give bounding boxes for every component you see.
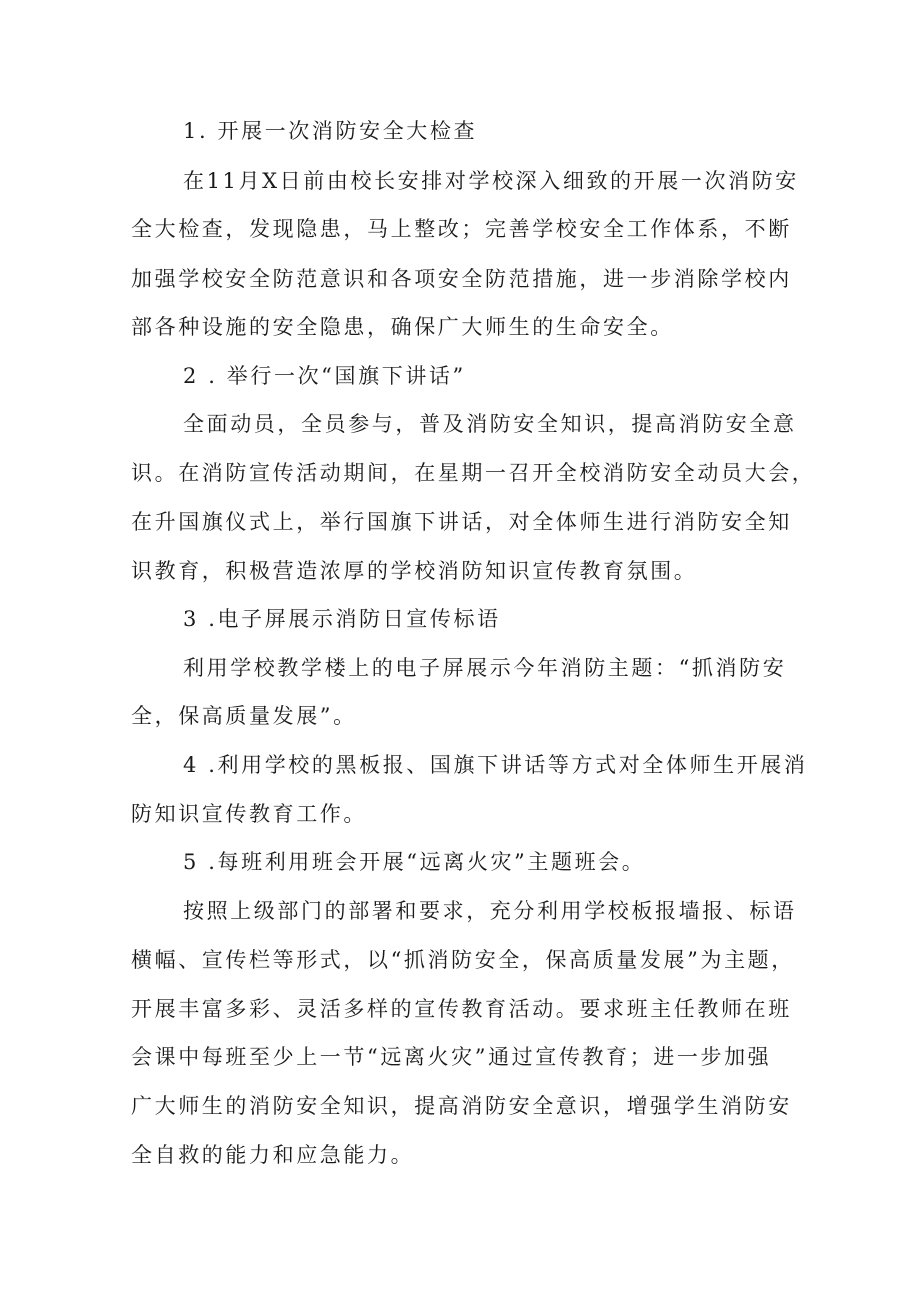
- paragraph-2-line-2: 识。在消防宣传活动期间，在星期一召开全校消防安全动员大会，: [131, 461, 816, 485]
- item-4-line-2: 防知识宣传教育工作。: [131, 802, 367, 826]
- paragraph-5-line-1: 按照上级部门的部署和要求，充分利用学校板报墙报、标语: [183, 899, 797, 923]
- paragraph-1-line-4: 部各种设施的安全隐患，确保广大师生的生命安全。: [131, 315, 674, 339]
- heading-1: 1. 开展一次消防安全大检查: [183, 119, 478, 143]
- paragraph-5-line-6: 全自救的能力和应急能力。: [131, 1143, 415, 1167]
- paragraph-5-line-5: 广大师生的消防安全知识，提高消防安全意识，增强学生消防安: [131, 1094, 792, 1118]
- paragraph-3-line-2: 全，保高质量发展”。: [131, 704, 357, 728]
- item-4-line-1: 4 .利用学校的黑板报、国旗下讲话等方式对全体师生开展消: [183, 753, 808, 777]
- paragraph-1-line-3: 加强学校安全防范意识和各项安全防范措施，进一步消除学校内: [131, 267, 792, 291]
- paragraph-3-line-1: 利用学校教学楼上的电子屏展示今年消防主题：“抓消防安: [183, 656, 787, 680]
- heading-2: 2 . 举行一次“国旗下讲话”: [183, 364, 466, 388]
- paragraph-2-line-3: 在升国旗仪式上，举行国旗下讲话，对全体师生进行消防安全知: [131, 510, 792, 534]
- paragraph-2-line-1: 全面动员，全员参与，普及消防安全知识，提高消防安全意: [183, 412, 797, 436]
- paragraph-1-line-2: 全大检查，发现隐患，马上整改；完善学校安全工作体系，不断: [131, 217, 792, 241]
- paragraph-2-line-4: 识教育，积极营造浓厚的学校消防知识宣传教育氛围。: [131, 559, 698, 583]
- paragraph-1-line-1: 在11月X日前由校长安排对学校深入细致的开展一次消防安: [183, 169, 799, 193]
- paragraph-5-line-2: 横幅、宣传栏等形式，以“抓消防安全，保高质量发展”为主题，: [131, 948, 795, 972]
- paragraph-5-line-3: 开展丰富多彩、灵活多样的宣传教育活动。要求班主任教师在班: [131, 997, 792, 1021]
- item-5: 5 .每班利用班会开展“远离火灾”主题班会。: [183, 850, 646, 874]
- heading-3: 3 .电子屏展示消防日宣传标语: [183, 607, 501, 631]
- paragraph-5-line-4: 会课中每班至少上一节“远离火灾”通过宣传教育；进一步加强: [131, 1045, 772, 1069]
